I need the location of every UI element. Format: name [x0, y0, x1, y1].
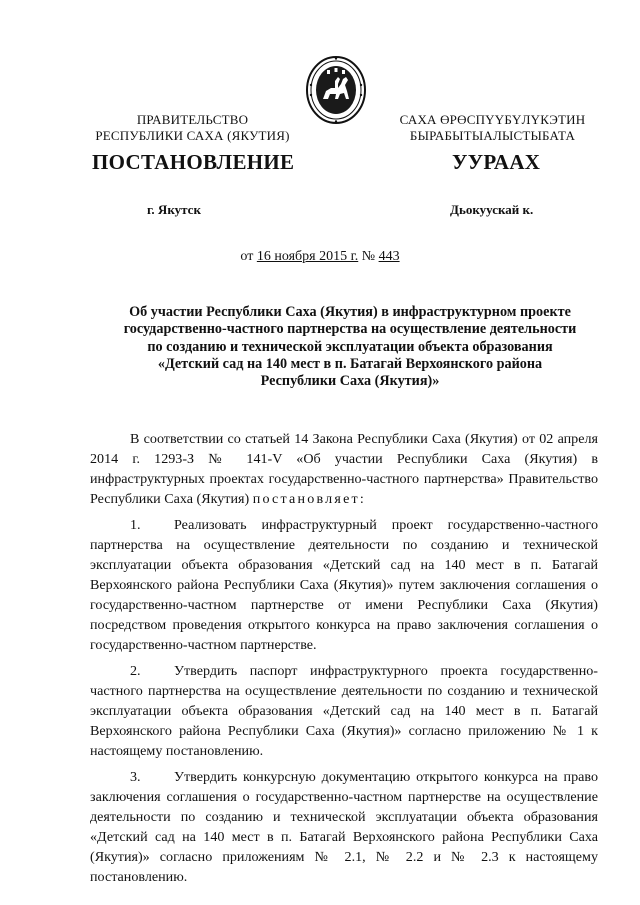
doc-type-left: ПОСТАНОВЛЕНИЕ: [92, 150, 295, 174]
preamble-text: В соответствии со статьей 14 Закона Республики Саха (Якутия) от 02 апреля 2014 г. 1293-З № 141-V «Об участии Республики Саха (Якутия) в инфраструктурных проектах государственно-частного партнерства» Правительство Республики Саха (Якутия): [90, 431, 598, 507]
preamble-paragraph: [90, 429, 598, 509]
title-line: государственно-частного партнерства на осуществление деятельности: [123, 321, 577, 338]
item-number: 3.: [130, 769, 141, 785]
document-number: 443: [378, 249, 400, 264]
title-line: по созданию и технической эксплуатации объекта образования: [147, 338, 553, 355]
list-item: [90, 767, 598, 887]
header-left-line1: ПРАВИТЕЛЬСТВО: [136, 112, 249, 127]
list-item: [90, 515, 598, 655]
coat-of-arms-icon: [305, 55, 367, 125]
header-right-line1: САХА ӨРӨСПҮҮБҮЛҮКЭТИН: [399, 112, 586, 127]
doc-type-right: УУРААХ: [452, 150, 541, 174]
city-right: Дьокуускай к.: [450, 202, 534, 217]
header-right-line2: БЫРАБЫТЫАЛЫСТЫБАТА: [409, 128, 576, 143]
header-left-line2: РЕСПУБЛИКИ САХА (ЯКУТИЯ): [95, 128, 290, 143]
date-prefix: от: [240, 249, 254, 264]
item-number: 1.: [130, 517, 141, 533]
list-item: [90, 661, 598, 761]
item-text: Реализовать инфраструктурный проект государственно-частного партнерства на осуществление деятельности по созданию и технической эксплуатации объекта образования «Детский сад на 140 мест в п. Батагай Верхоянского района Республики Саха (Якутия)» путем заключения соглашения о государственно-частном партнерстве от имени Республики Саха (Якутия) посредством проведения открытого конкурса на право заключения соглашения о государственно-частном партнерстве.: [90, 517, 598, 653]
item-number: 2.: [130, 663, 141, 679]
date-line: [0, 249, 640, 265]
document-body: [90, 429, 598, 887]
decree-word: постановляет:: [252, 491, 367, 507]
title-line: Об участии Республики Саха (Якутия) в инфраструктурном проекте: [129, 304, 571, 320]
title-line: Республики Саха (Якутия)»: [260, 373, 440, 390]
number-sign: №: [361, 249, 376, 264]
document-date: 16 ноября 2015 г.: [256, 249, 359, 264]
title-line: «Детский сад на 140 мест в п. Батагай Верхоянского района: [157, 355, 543, 372]
document-title: [80, 304, 620, 390]
item-text: Утвердить паспорт инфраструктурного проекта государственно-частного партнерства на осуществление деятельности по созданию и технической эксплуатации объекта образования «Детский сад на 140 мест в п. Батагай Верхоянского района Республики Саха (Якутия)» согласно приложению № 1 к настоящему постановлению.: [90, 663, 598, 759]
city-left: г. Якутск: [147, 202, 201, 217]
header-right: [375, 112, 610, 144]
header-left: [80, 112, 305, 144]
item-text: Утвердить конкурсную документацию открытого конкурса на право заключения соглашения о государственно-частном партнерстве на осуществление деятельности по созданию и технической эксплуатации объекта образования «Детский сад на 140 мест в п. Батагай Верхоянского района Республики Саха (Якутия)» согласно приложениям № 2.1, № 2.2 и № 2.3 к настоящему постановлению.: [90, 769, 598, 885]
